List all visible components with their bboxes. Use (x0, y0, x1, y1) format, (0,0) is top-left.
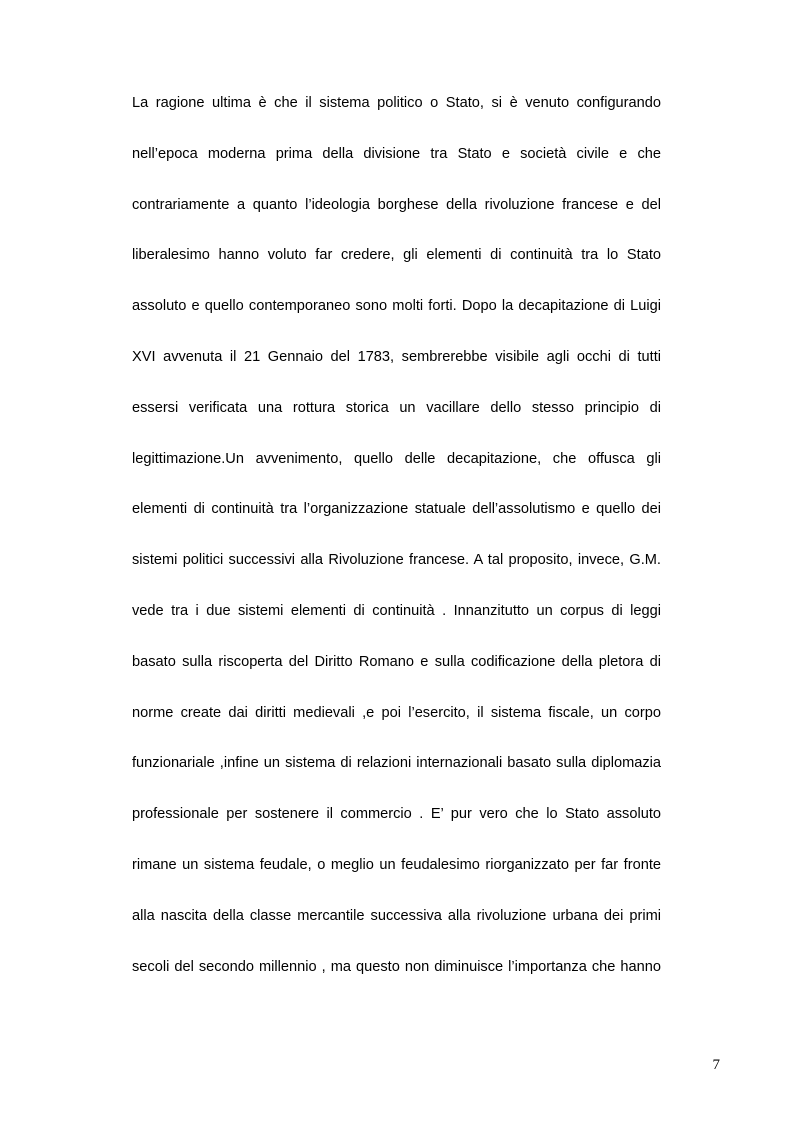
text-line: nell’epoca moderna prima della divisione tra Stato e società civile e che (132, 145, 661, 162)
text-line: funzionariale ,infine un sistema di relazioni internazionali basato sulla diplomazia (132, 755, 661, 772)
text-line: norme create dai diritti medievali ,e poi l’esercito, il sistema fiscale, un corpo (132, 704, 661, 721)
text-line: XVI avvenuta il 21 Gennaio del 1783, sembrerebbe visibile agli occhi di tutti (132, 348, 661, 365)
text-line: vede tra i due sistemi elementi di continuità . Innanzitutto un corpus di leggi (132, 602, 661, 619)
text-line: alla nascita della classe mercantile successiva alla rivoluzione urbana dei primi (132, 907, 661, 924)
text-line: rimane un sistema feudale, o meglio un feudalesimo riorganizzato per far fronte (132, 856, 661, 873)
text-line: elementi di continuità tra l’organizzazione statuale dell’assolutismo e quello dei (132, 501, 661, 518)
text-line: essersi verificata una rottura storica un vacillare dello stesso principio di (132, 399, 661, 416)
text-line: La ragione ultima è che il sistema politico o Stato, si è venuto configurando (132, 95, 661, 111)
text-line: assoluto e quello contemporaneo sono molti forti. Dopo la decapitazione di Luigi (132, 298, 661, 315)
body-text (132, 92, 661, 1006)
text-line: legittimazione.Un avvenimento, quello delle decapitazione, che offusca gli (132, 450, 661, 467)
text-line: professionale per sostenere il commercio . E’ pur vero che lo Stato assoluto (132, 806, 661, 823)
text-line: secoli del secondo millennio , ma questo non diminuisce l’importanza che hanno (132, 958, 661, 975)
text-line: basato sulla riscoperta del Diritto Romano e sulla codificazione della pletora di (132, 653, 661, 670)
text-line: contrariamente a quanto l’ideologia borghese della rivoluzione francese e del (132, 196, 661, 213)
text-line: liberalesimo hanno voluto far credere, gli elementi di continuità tra lo Stato (132, 247, 661, 264)
page-number: 7 (712, 1057, 720, 1073)
text-line: sistemi politici successivi alla Rivoluzione francese. A tal proposito, invece, G.M. (132, 552, 661, 569)
